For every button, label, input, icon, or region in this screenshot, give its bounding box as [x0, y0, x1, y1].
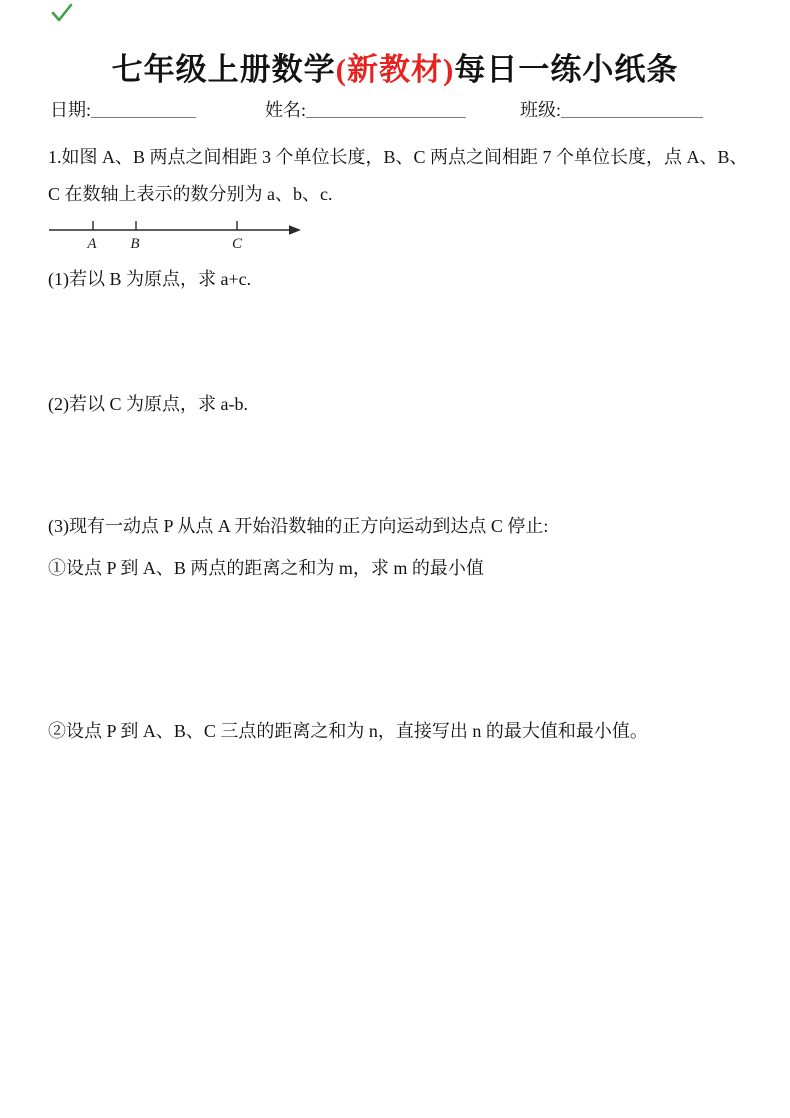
- header-field-class: [520, 96, 703, 122]
- point-label-B: B: [130, 236, 140, 252]
- subquestion-3: (3)现有一动点 P 从点 A 开始沿数轴的正方向运动到达点 C 停止:: [48, 516, 549, 536]
- title-suffix: 每日一练小纸条: [454, 52, 679, 87]
- class-label: 班级:: [520, 100, 562, 120]
- number-line-diagram: [48, 214, 308, 256]
- point-label-A: A: [87, 236, 97, 252]
- page-title: [0, 44, 790, 89]
- question1-text-line1: 1.如图 A、B 两点之间相距 3 个单位长度，B、C 两点之间相距 7 个单位长度，点 A、B、: [48, 147, 748, 167]
- question1-text-line2: C 在数轴上表示的数分别为 a、b、c.: [48, 184, 333, 204]
- axis-arrowhead-icon: [289, 225, 301, 235]
- name-label: 姓名:: [265, 100, 307, 120]
- date-label: 日期:: [50, 100, 92, 120]
- subquestion-3-item-1: ①设点 P 到 A、B 两点的距离之和为 m，求 m 的最小值: [48, 558, 484, 578]
- subquestion-3-item-2: ②设点 P 到 A、B、C 三点的距离之和为 n，直接写出 n 的最大值和最小值。: [48, 721, 648, 741]
- subquestion-1: (1)若以 B 为原点，求 a+c.: [48, 269, 252, 289]
- header-field-name: [265, 96, 466, 122]
- date-blank-field[interactable]: [91, 100, 196, 118]
- title-highlight: (新教材): [335, 52, 455, 87]
- point-label-C: C: [231, 236, 243, 252]
- name-blank-field[interactable]: [306, 100, 466, 118]
- subquestion-2: (2)若以 C 为原点，求 a-b.: [48, 394, 248, 414]
- title-prefix: 七年级上册数学: [111, 52, 336, 87]
- header-field-date: [50, 96, 196, 122]
- check-icon: [50, 2, 74, 24]
- class-blank-field[interactable]: [561, 100, 703, 118]
